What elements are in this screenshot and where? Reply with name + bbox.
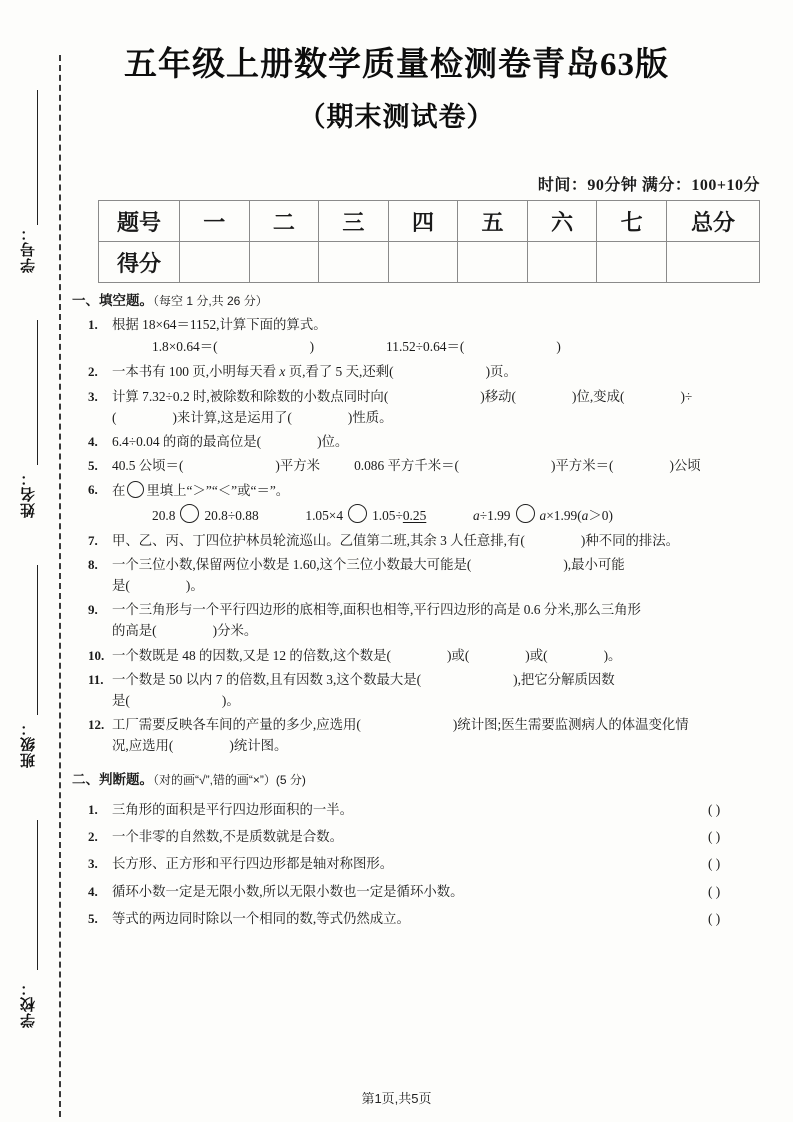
judge-item-1-answer-bracket[interactable]: ( ) xyxy=(708,802,721,818)
comparison-circle-icon[interactable] xyxy=(516,504,535,523)
question-5-number: 5. xyxy=(88,457,98,473)
question-10-text xyxy=(112,647,772,665)
score-cell-5[interactable] xyxy=(458,242,528,283)
margin-rule-4 xyxy=(37,820,38,970)
section-1-title: 一、填空题。 xyxy=(72,293,153,308)
question-6-cmp2-underlined: 0.25 xyxy=(402,507,427,523)
judge-item-3 xyxy=(72,855,772,873)
question-4-part-a: 6.4÷0.04 的商的最高位是( xyxy=(112,433,262,449)
judge-item-3-number: 3. xyxy=(88,856,98,872)
score-table-col-total: 总分 xyxy=(667,201,760,242)
comparison-circle-icon[interactable] xyxy=(180,504,199,523)
exam-meta: 时间：90分钟 满分：100+10分 xyxy=(537,177,760,194)
question-11-part-c: 是( xyxy=(112,692,130,708)
judge-item-2 xyxy=(72,828,772,846)
question-6-part-b: 里填上“＞”“＜”或“＝”。 xyxy=(146,482,290,498)
margin-label-class: 班级： xyxy=(20,720,37,768)
question-11-line2 xyxy=(112,692,772,710)
score-cell-1[interactable] xyxy=(180,242,250,283)
page-footer: 第1页,共5页 xyxy=(361,1091,432,1106)
question-8-part-a: 一个三位小数,保留两位小数是 1.60,这个三位小数最大可能是( xyxy=(112,557,472,573)
margin-label-name: 姓名： xyxy=(20,470,37,518)
score-cell-4[interactable] xyxy=(388,242,458,283)
question-12-part-b: )统计图;医生需要监测病人的体温变化情 xyxy=(452,716,689,732)
question-3-part-d: )÷ xyxy=(680,388,693,404)
question-10-part-d: )。 xyxy=(603,647,622,663)
question-3-part-c: )位,变成( xyxy=(571,388,625,404)
question-6-cmp3-left-rest: ÷1.99 xyxy=(479,507,511,523)
judge-item-5 xyxy=(72,910,772,928)
question-5-part-a: 40.5 公顷＝( xyxy=(112,457,184,473)
tear-dashed-line xyxy=(59,55,61,1117)
judge-item-1-number: 1. xyxy=(88,802,98,818)
question-6-cmp1-left: 20.8 xyxy=(152,507,176,523)
question-9-number: 9. xyxy=(88,602,98,618)
question-2-part-b: 页,看了 5 天,还剩( xyxy=(285,364,394,380)
question-12-line2 xyxy=(112,737,772,755)
question-6-comparisons xyxy=(112,504,772,525)
judge-item-5-text: 等式的两边同时除以一个相同的数,等式仍然成立。 xyxy=(112,910,410,926)
section-heading-2 xyxy=(72,771,772,789)
judge-item-5-answer-bracket[interactable]: ( ) xyxy=(708,910,721,926)
section-heading-1 xyxy=(72,292,772,310)
question-9-line1: 一个三角形与一个平行四边形的底相等,面积也相等,平行四边形的高是 0.6 分米,那么三角形 xyxy=(112,602,641,618)
question-9 xyxy=(72,601,772,643)
question-6-cmp3-var2: a xyxy=(539,507,547,523)
judge-item-2-answer-bracket[interactable]: ( ) xyxy=(708,829,721,845)
question-6-cmp3-right-rest: ×1.99( xyxy=(546,507,582,523)
judge-item-3-text: 长方形、正方形和平行四边形都是轴对称图形。 xyxy=(112,856,394,872)
section-1-points: （每空 1 分,共 26 分） xyxy=(153,294,268,308)
margin-label-student-id: 学号： xyxy=(20,225,37,273)
score-table-col-4: 四 xyxy=(388,201,458,242)
question-1-expr-a-end: ) xyxy=(309,339,315,355)
question-5-text xyxy=(112,457,772,475)
question-8-part-c: 是( xyxy=(112,578,130,594)
question-6-line1 xyxy=(112,481,772,500)
question-3-part-b: )移动( xyxy=(480,388,516,404)
question-9-part-b: 的高是( xyxy=(112,623,157,639)
question-12-part-a: 工厂需要反映各车间的产量的多少,应选用( xyxy=(112,716,361,732)
table-row-scores xyxy=(99,242,760,283)
section-2-points: （对的画“√”,错的画“×”）(5 分) xyxy=(153,773,306,787)
question-3-number: 3. xyxy=(88,388,98,404)
question-7-number: 7. xyxy=(88,533,98,549)
question-5-part-b: )平方米 xyxy=(275,457,321,473)
question-2-text xyxy=(112,363,772,381)
section-2-title: 二、判断题。 xyxy=(72,772,153,787)
question-7-text xyxy=(112,532,772,550)
question-1-expr-b-end: ) xyxy=(556,339,561,355)
question-12-line1 xyxy=(112,716,772,734)
question-2-variable: x xyxy=(279,364,286,380)
judge-item-5-number: 5. xyxy=(88,910,98,926)
score-table-col-7: 七 xyxy=(597,201,667,242)
question-6-cmp2-right-pre: 1.05÷ xyxy=(372,507,403,523)
score-cell-3[interactable] xyxy=(319,242,389,283)
question-10-part-b: )或( xyxy=(446,647,470,663)
question-7-part-b: )种不同的排法。 xyxy=(580,533,680,549)
question-8-part-d: )。 xyxy=(185,578,204,594)
question-5-part-d: )平方米＝( xyxy=(550,457,614,473)
judge-item-3-answer-bracket[interactable]: ( ) xyxy=(708,856,721,872)
score-cell-6[interactable] xyxy=(527,242,597,283)
question-5-part-c: 0.086 平方千米＝( xyxy=(354,457,459,473)
score-table-col-1: 一 xyxy=(180,201,250,242)
question-1-subline xyxy=(112,338,772,356)
score-cell-total[interactable] xyxy=(667,242,760,283)
judge-item-2-number: 2. xyxy=(88,829,98,845)
judge-item-4-text: 循环小数一定是无限小数,所以无限小数也一定是循环小数。 xyxy=(112,883,464,899)
question-6-part-a: 在 xyxy=(112,482,126,498)
question-5 xyxy=(72,457,772,478)
question-7 xyxy=(72,532,772,553)
left-margin-strip xyxy=(0,0,62,1122)
question-3-line2 xyxy=(112,409,772,427)
comparison-circle-icon[interactable] xyxy=(127,481,144,498)
question-4 xyxy=(72,433,772,454)
question-10-number: 10. xyxy=(88,647,105,663)
question-10-part-c: )或( xyxy=(525,647,548,663)
score-table xyxy=(98,200,760,283)
margin-rule-2 xyxy=(37,320,38,465)
question-6-cmp2-left: 1.05×4 xyxy=(305,507,344,523)
exam-content xyxy=(72,292,772,937)
question-8-line2 xyxy=(112,577,772,595)
question-6-cmp1-right: 20.8÷0.88 xyxy=(204,507,259,523)
question-11-number: 11. xyxy=(88,671,104,687)
judge-item-2-text: 一个非零的自然数,不是质数就是合数。 xyxy=(112,829,343,845)
comparison-circle-icon[interactable] xyxy=(348,504,367,523)
question-11-part-d: )。 xyxy=(221,692,240,708)
question-4-part-b: )位。 xyxy=(317,433,349,449)
judge-item-4-number: 4. xyxy=(88,883,98,899)
score-table-col-3: 三 xyxy=(319,201,389,242)
question-12-number: 12. xyxy=(88,716,105,732)
score-cell-7[interactable] xyxy=(597,242,667,283)
question-11-line1 xyxy=(112,671,772,689)
question-3-part-a: 计算 7.32÷0.2 时,被除数和除数的小数点同时向( xyxy=(112,388,389,404)
question-2-part-a: 一本书有 100 页,小明每天看 xyxy=(112,364,280,380)
question-8-line1 xyxy=(112,556,772,574)
judge-item-4 xyxy=(72,883,772,901)
question-11-part-a: 一个数是 50 以内 7 的倍数,且有因数 3,这个数最大是( xyxy=(112,671,422,687)
judge-item-1 xyxy=(72,801,772,819)
question-2-number: 2. xyxy=(88,364,98,380)
score-table-col-5: 五 xyxy=(458,201,528,242)
question-6-number: 6. xyxy=(88,481,98,497)
question-1 xyxy=(72,316,772,360)
question-5-part-e: )公顷 xyxy=(669,457,701,473)
question-1-expr-a: 1.8×0.64＝( xyxy=(152,339,218,355)
question-1-expr-b: 11.52÷0.64＝( xyxy=(386,339,465,355)
score-table-col-6: 六 xyxy=(527,201,597,242)
question-12-part-d: )统计图。 xyxy=(229,737,288,753)
question-6 xyxy=(72,481,772,529)
question-2 xyxy=(72,363,772,384)
judge-item-4-answer-bracket[interactable]: ( ) xyxy=(708,883,721,899)
question-6-cmp3-var1: a xyxy=(473,507,480,523)
question-4-text xyxy=(112,433,772,451)
question-8 xyxy=(72,556,772,598)
question-11 xyxy=(72,671,772,713)
margin-label-school: 学校： xyxy=(20,980,37,1028)
question-12-part-c: 况,应选用( xyxy=(112,737,174,753)
score-table-row-label-1: 得分 xyxy=(99,242,180,283)
margin-rule-3 xyxy=(37,565,38,715)
question-4-number: 4. xyxy=(88,433,98,449)
page-subtitle: （期末测试卷） xyxy=(298,102,495,132)
question-9-line2 xyxy=(112,622,772,640)
question-7-part-a: 甲、乙、丙、丁四位护林员轮流巡山。乙值第二班,其余 3 人任意排,有( xyxy=(112,533,525,549)
score-table-row-label-0: 题号 xyxy=(99,201,180,242)
question-6-cmp3-var3: a xyxy=(581,507,589,523)
question-8-part-b: ),最小可能 xyxy=(563,557,625,573)
judge-item-1-text: 三角形的面积是平行四边形面积的一半。 xyxy=(112,802,354,818)
question-3-part-e: ( xyxy=(112,409,117,425)
question-1-number: 1. xyxy=(88,317,98,333)
question-2-part-c: )页。 xyxy=(485,364,517,380)
page-title: 五年级上册数学质量检测卷青岛63版 xyxy=(124,47,669,83)
question-6-cmp3-tail: ＞0) xyxy=(588,507,613,523)
question-9-part-c: )分米。 xyxy=(212,623,258,639)
question-10-part-a: 一个数既是 48 的因数,又是 12 的倍数,这个数是( xyxy=(112,647,391,663)
table-row-header xyxy=(99,201,760,242)
score-table-col-2: 二 xyxy=(249,201,319,242)
question-3-part-g: )性质。 xyxy=(347,409,393,425)
question-10 xyxy=(72,647,772,668)
question-8-number: 8. xyxy=(88,557,98,573)
score-cell-2[interactable] xyxy=(249,242,319,283)
question-3-part-f: )来计算,这是运用了( xyxy=(172,409,292,425)
question-12 xyxy=(72,716,772,758)
question-3 xyxy=(72,388,772,430)
question-1-line1: 根据 18×64＝1152,计算下面的算式。 xyxy=(112,317,327,333)
question-11-part-b: ),把它分解质因数 xyxy=(513,671,615,687)
question-3-line1 xyxy=(112,388,772,406)
